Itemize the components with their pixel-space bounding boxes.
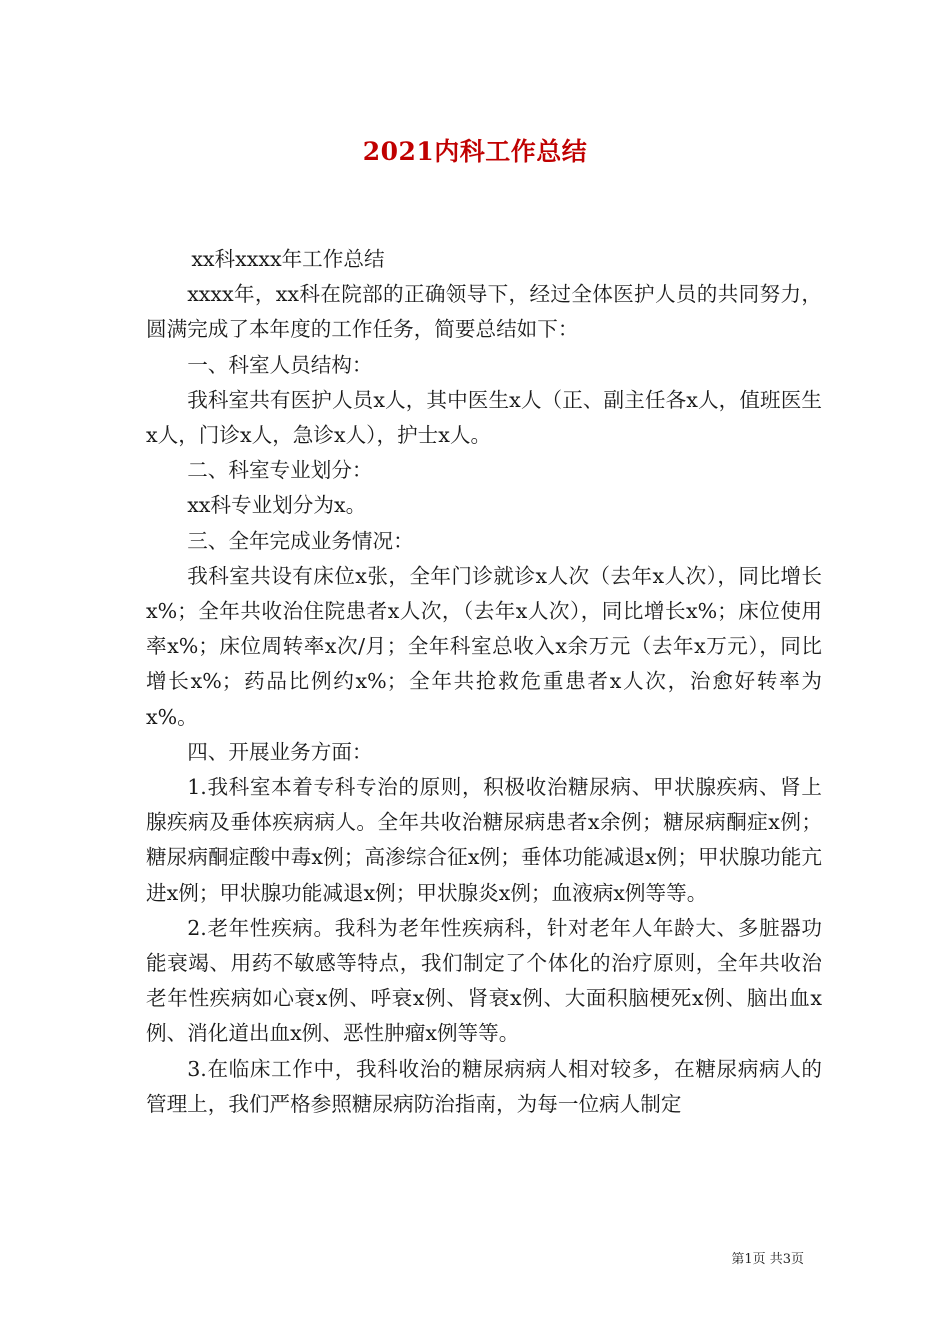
section-heading-specialty: 二、科室专业划分： [187, 458, 373, 483]
page-number: 第1页 共3页 [731, 1252, 804, 1267]
paragraph-intro: xxxx年，xx科在院部的正确领导下，经过全体医护人员的共同努力，圆满完成了本年度的工作任务，简要总结如下： [146, 282, 822, 342]
paragraph-service-3: 3.在临床工作中，我科收治的糖尿病病人相对较多，在糖尿病病人的管理上，我们严格参照糖尿病防治指南，为每一位病人制定 [146, 1056, 822, 1116]
paragraph-specialty: xx科专业划分为x。 [187, 493, 367, 518]
paragraph-staff: 我科室共有医护人员x人，其中医生x人（正、副主任各x人，值班医生x人，门诊x人，急诊x人），护士x人。 [146, 387, 822, 448]
document-body [146, 242, 822, 1122]
document-subtitle: xx科xxxx年工作总结 [191, 247, 385, 271]
section-heading-staff: 一、科室人员结构： [187, 352, 373, 377]
document-title: 2021内科工作总结 [362, 137, 588, 166]
paragraph-service-1: 1.我科室本着专科专治的原则，积极收治糖尿病、甲状腺疾病、肾上腺疾病及垂体疾病病人。全年共收治糖尿病患者x余例；糖尿病酮症x例；糖尿病酮症酸中毒x例；高渗综合征x例；垂体功能减退x例；甲状腺功能亢进x例；甲状腺功能减退x例；甲状腺炎x例；血液病x例等等。 [146, 775, 822, 905]
section-heading-services: 四、开展业务方面： [187, 739, 373, 764]
paragraph-business: 我科室共设有床位x张，全年门诊就诊x人次（去年x人次），同比增长x%；全年共收治住院患者x人次，（去年x人次），同比增长x%；床位使用率x%；床位周转率x次/月；全年科室总收入x余万元（去年x万元），同比增长x%；药品比例约x%；全年共抢救危重患者x人次，治愈好转率为x%。 [146, 563, 822, 729]
paragraph-service-2: 2.老年性疾病。我科为老年性疾病科，针对老年人年龄大、多脏器功能衰竭、用药不敏感等特点，我们制定了个体化的治疗原则，全年共收治老年性疾病如心衰x例、呼衰x例、肾衰x例、大面积脑梗死x例、脑出血x例、消化道出血x例、恶性肿瘤x例等等。 [146, 915, 822, 1046]
section-heading-business: 三、全年完成业务情况： [187, 528, 414, 553]
